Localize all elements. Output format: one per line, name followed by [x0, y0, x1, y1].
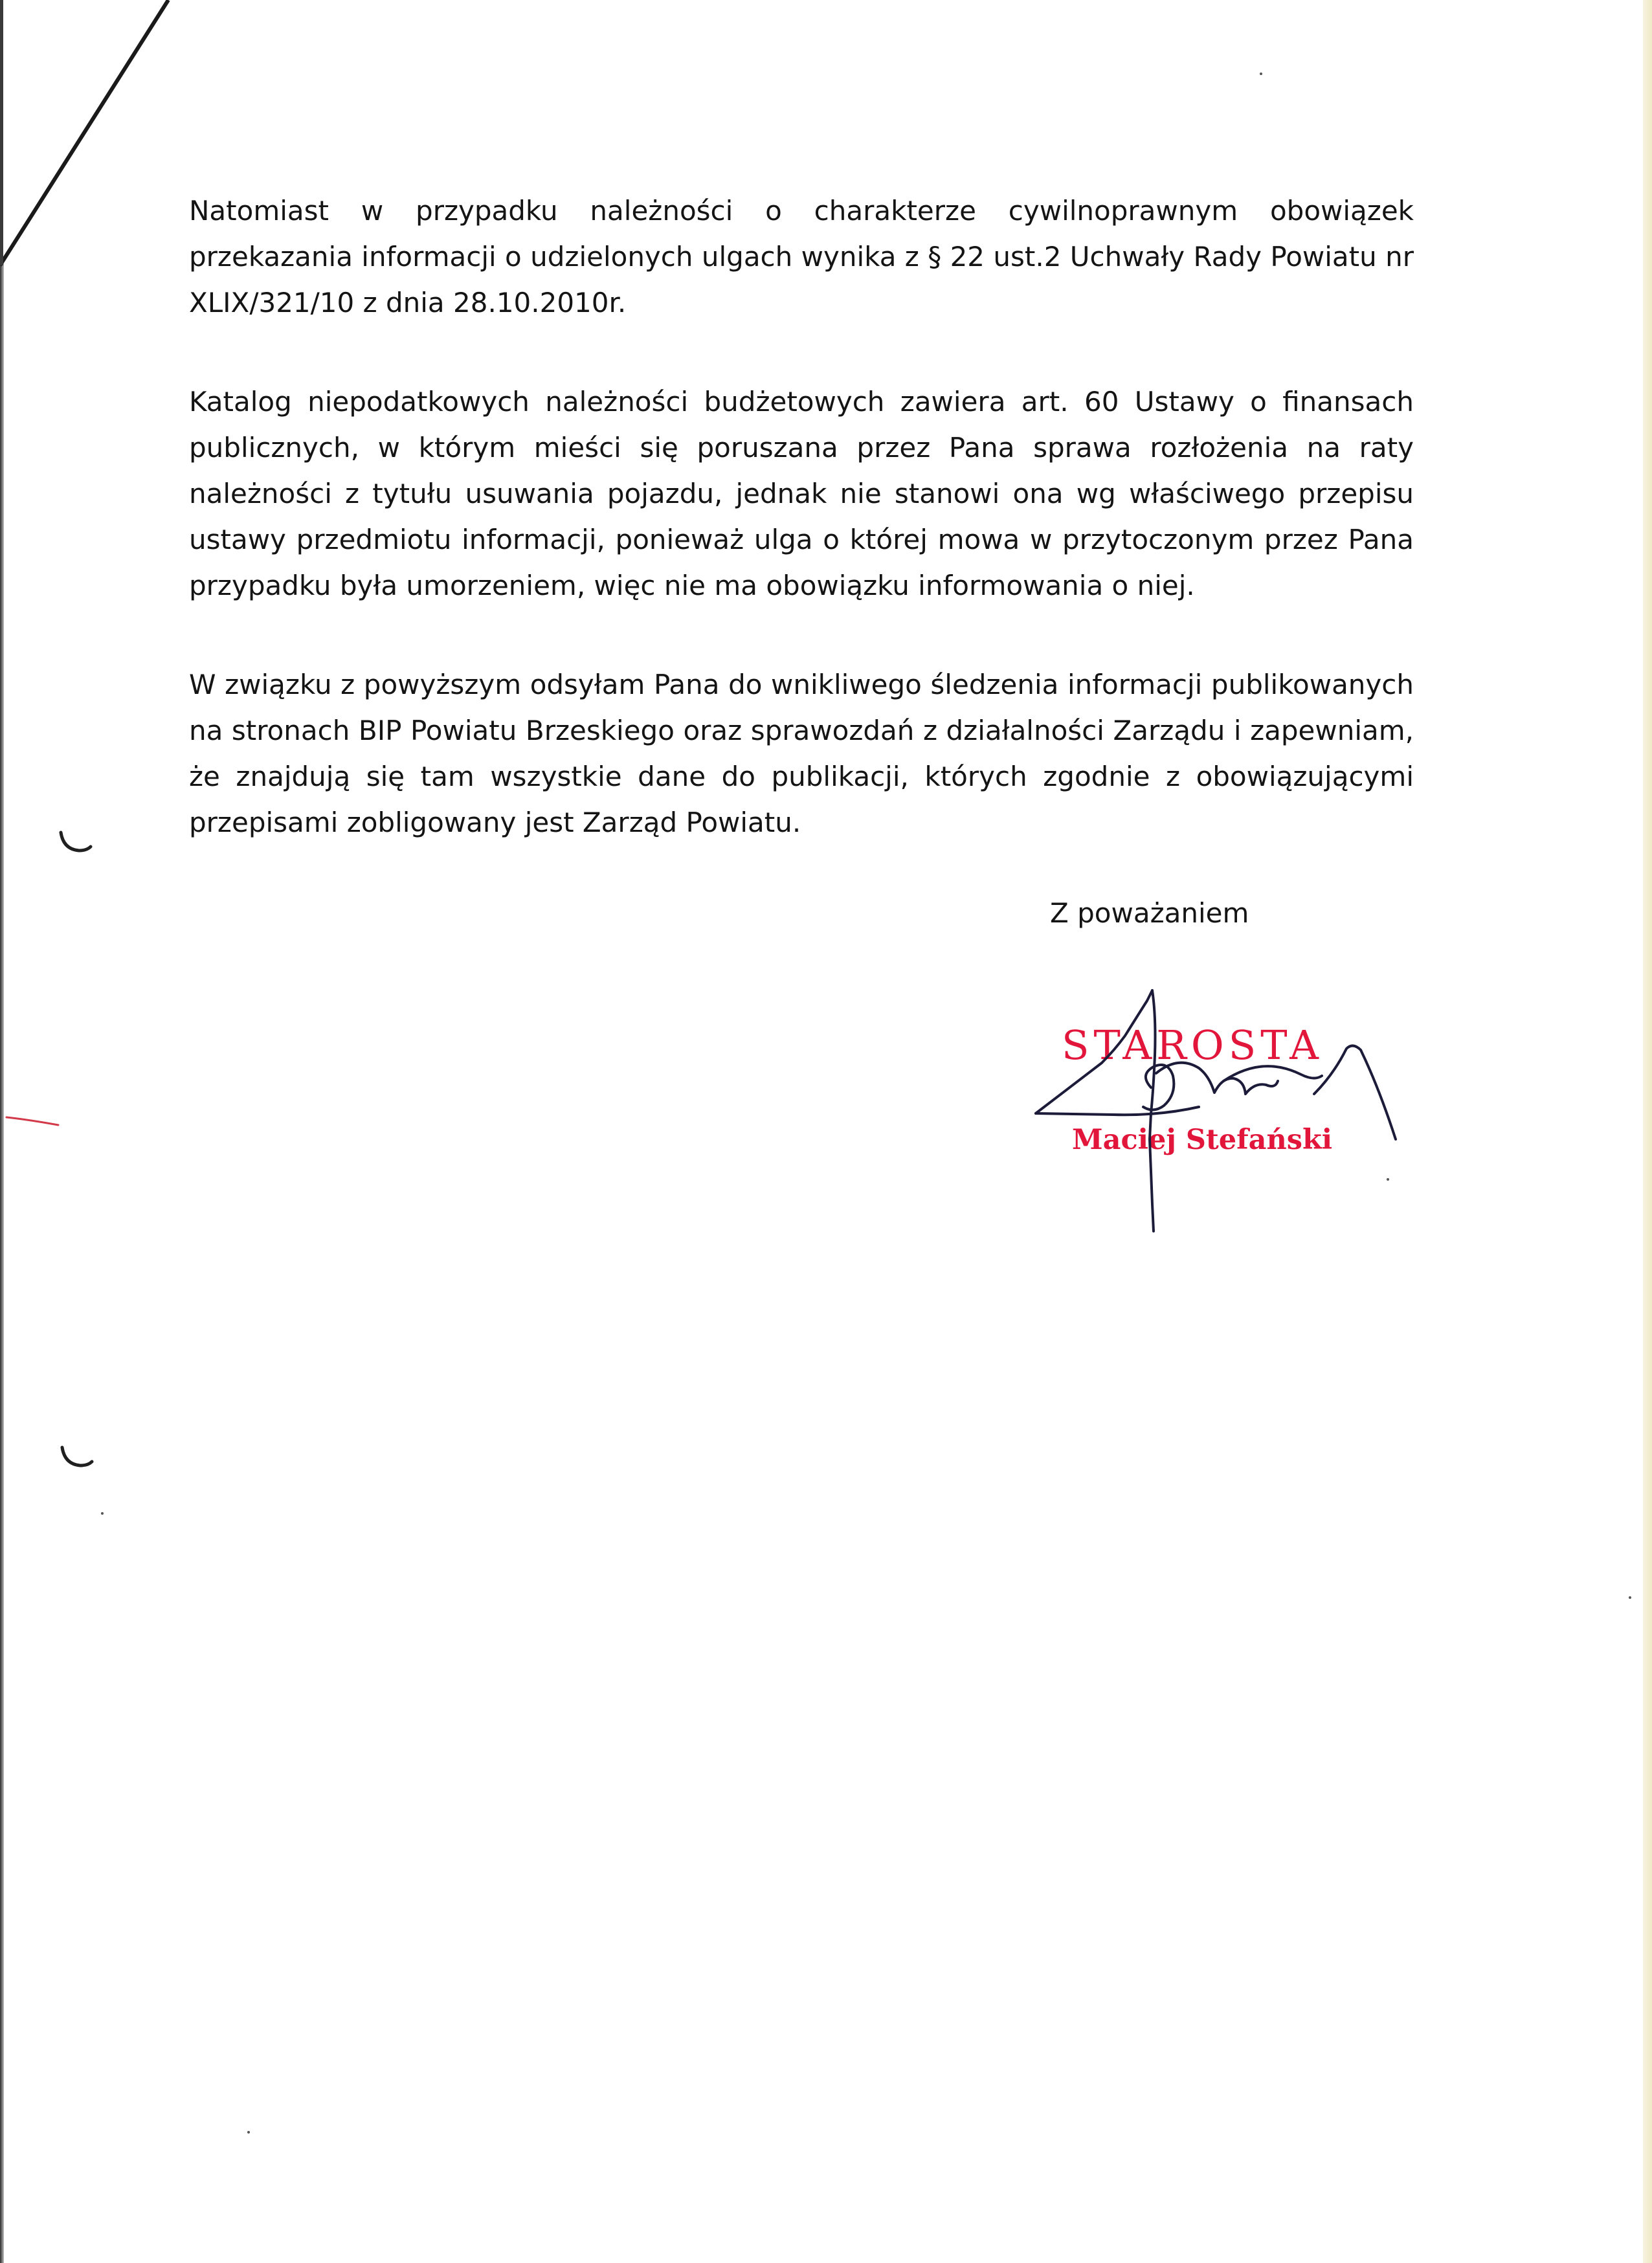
red-margin-mark: [4, 1111, 62, 1130]
punch-hole-mark-bottom: [58, 1445, 95, 1471]
paragraph-1: Natomiast w przypadku należności o charakterze cywilnoprawnym obowiązek przekazania informacji o udzielonych ulgach wynika z § 22 ust.2 Uchwały Rady Powiatu nr XLIX/321/10 z dnia 28.10.2010r.: [189, 195, 1414, 318]
scan-speck: [1629, 1596, 1631, 1599]
scan-speck: [101, 1512, 104, 1515]
scan-speck: [1387, 1178, 1389, 1181]
closing-salutation: Z poważaniem: [1050, 897, 1249, 929]
stamp-name: Maciej Stefański: [1072, 1124, 1333, 1156]
scan-right-edge: [1643, 0, 1652, 2263]
paragraph-3: W związku z powyższym odsyłam Pana do wnikliwego śledzenia informacji publikowanych na stronach BIP Powiatu Brzeskiego oraz sprawozdań z działalności Zarządu i zapewniam, że znajdują się tam wszystkie dane do publikacji, których zgodnie z obowiązującymi przepisami zobligowany jest Zarząd Powiatu.: [189, 669, 1414, 838]
stamp-and-signature: [1029, 977, 1405, 1249]
scan-speck: [1260, 72, 1262, 75]
punch-hole-mark-top: [57, 830, 93, 856]
scan-speck: [247, 2131, 250, 2134]
scan-left-edge: [0, 0, 4, 2263]
paragraph-2: Katalog niepodatkowych należności budżetowych zawiera art. 60 Ustawy o finansach publicznych, w którym mieści się poruszana przez Pana sprawa rozłożenia na raty należności z tytułu usuwania pojazdu, jednak nie stanowi ona wg właściwego przepisu ustawy przedmiotu informacji, ponieważ ulga o której mowa w przytoczonym przez Pana przypadku była umorzeniem, więc nie ma obowiązku informowania o niej.: [189, 386, 1414, 601]
stamp-title: STAROSTA: [1062, 1021, 1323, 1069]
letter-body: [189, 188, 1414, 898]
folded-corner: [0, 0, 194, 272]
handwritten-signature: [1029, 977, 1405, 1249]
